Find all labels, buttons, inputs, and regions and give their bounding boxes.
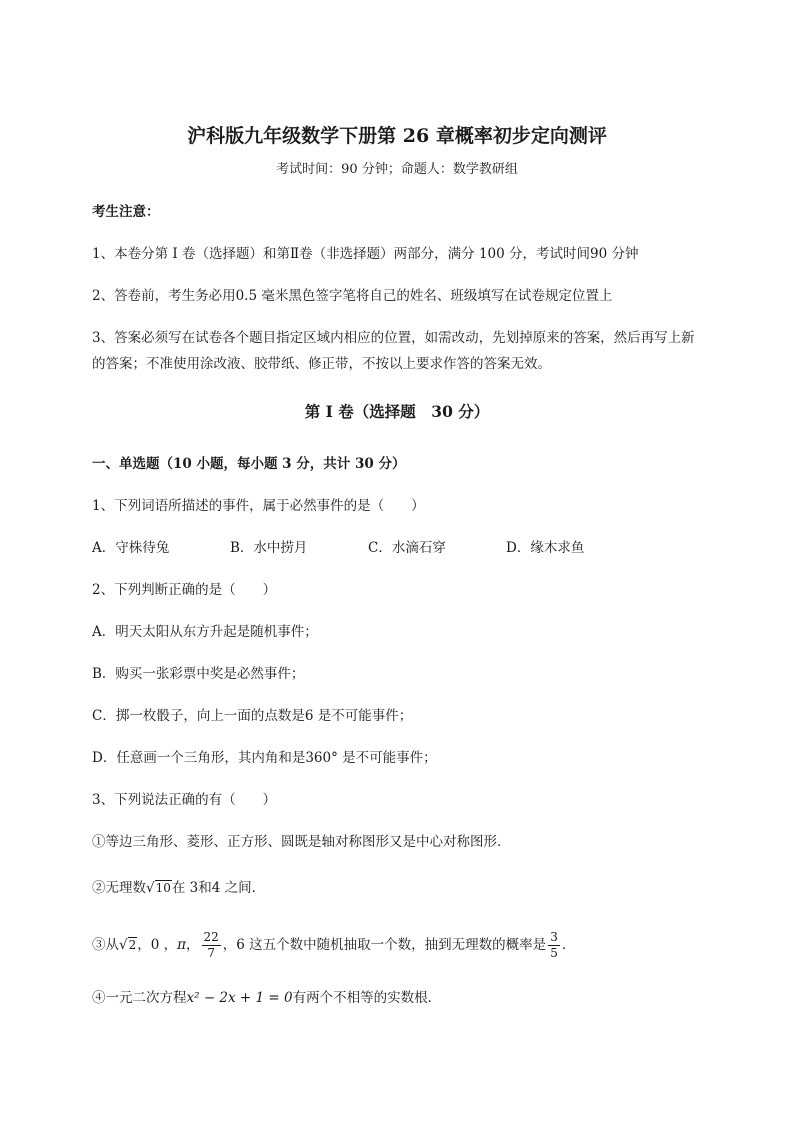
question-1-options [92, 536, 644, 556]
option-d: D．任意画一个三角形，其内角和是360° 是不可能事件； [92, 750, 437, 766]
section-title: 第 I 卷（选择题 30 分） [304, 402, 490, 421]
question-3-stem: 3、下列说法正确的有（ ） [92, 792, 277, 808]
part-heading: 一、单选题（10 小题，每小题 3 分，共计 30 分） [92, 456, 406, 472]
option-a: A．守株待兔 [92, 540, 170, 556]
notice-heading: 考生注意： [92, 204, 160, 220]
sqrt-symbol: √2 [119, 937, 137, 953]
notice-item: 1、本卷分第 I 卷（选择题）和第Ⅱ卷（非选择题）两部分，满分 100 分，考试时间90 分钟 [92, 246, 639, 262]
statement-1: ①等边三角形、菱形、正方形、圆既是轴对称图形又是中心对称图形． [92, 834, 511, 850]
option-d: D．缘木求鱼 [506, 540, 585, 556]
exam-title: 沪科版九年级数学下册第 26 章概率初步定向测评 [187, 125, 607, 147]
question-1-stem: 1、下列词语所描述的事件，属于必然事件的是（ ） [92, 498, 425, 514]
notice-item: 的答案；不准使用涂改液、胶带纸、修正带，不按以上要求作答的答案无效。 [92, 356, 551, 372]
option-c: C．掷一枚骰子，向上一面的点数是6 是不可能事件； [92, 708, 413, 724]
fraction: $\frac{22}{7}$ [203, 930, 219, 960]
question-2-stem: 2、下列判断正确的是（ ） [92, 582, 277, 598]
exam-subtitle: 考试时间：90 分钟；命题人：数学教研组 [276, 162, 518, 177]
option-b: B．水中捞月 [230, 540, 308, 556]
sqrt-symbol: √10 [146, 880, 171, 896]
notice-item: 3、答案必须写在试卷各个题目指定区域内相应的位置，如需改动，先划掉原来的答案，然后再写上新 [92, 330, 695, 346]
notice-item: 2、答卷前，考生务必用0.5 毫米黑色签字笔将自己的姓名、班级填写在试卷规定位置上 [92, 288, 613, 304]
option-a: A．明天太阳从东方升起是随机事件； [92, 624, 318, 640]
option-c: C．水滴石穿 [368, 540, 446, 556]
statement-4: ④一元二次方程x² − 2x + 1 = 0有两个不相等的实数根． [92, 990, 442, 1006]
option-b: B．购买一张彩票中奖是必然事件； [92, 666, 305, 682]
probability-fraction: $\frac{3}{5}$ [550, 930, 558, 960]
pi-symbol: π [177, 937, 187, 953]
statement-2: ②无理数√10在 3和4 之间． [92, 880, 266, 896]
statement-3: ③从√2，0 ，π， $\frac{22}{7}$ ，6 这五个数中随机抽取一个数，抽到无理数的概率是 $\frac{3}{5}$ ． [92, 930, 576, 960]
equation: x² − 2x + 1 = 0 [186, 990, 293, 1006]
